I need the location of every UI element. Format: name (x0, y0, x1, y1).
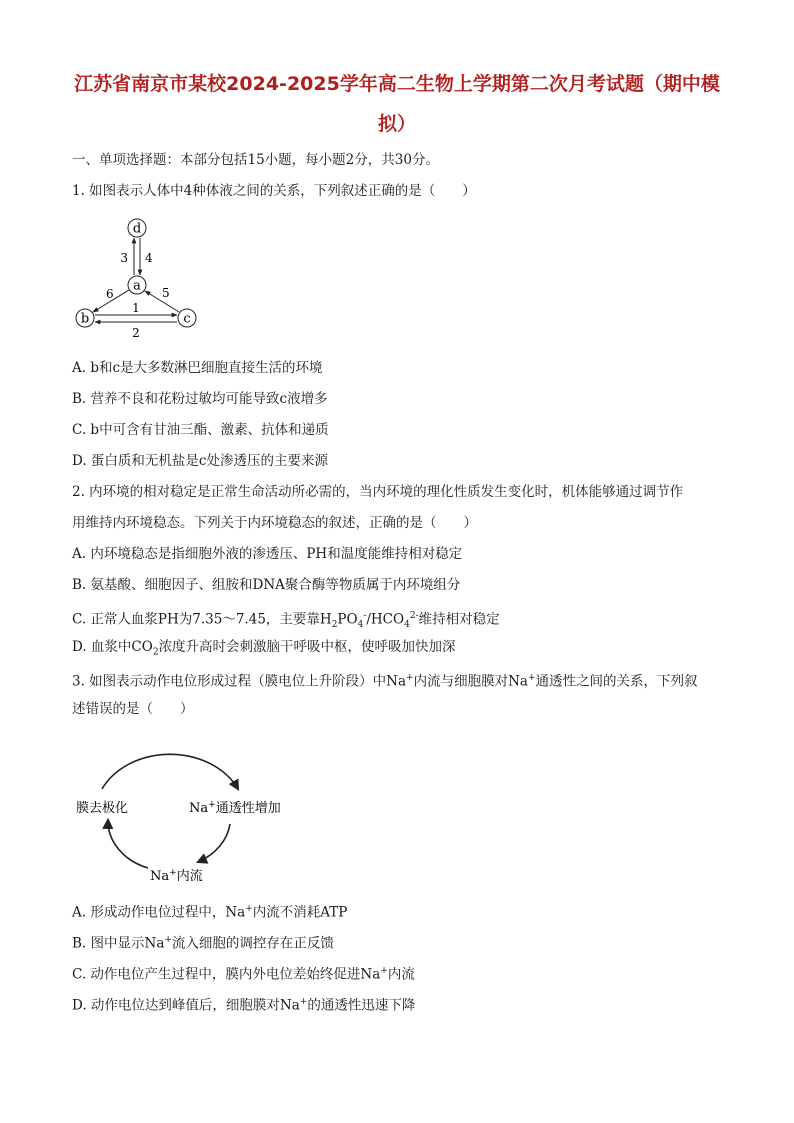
q3-option-a: A. 形成动作电位过程中，Na+内流不消耗ATP (72, 904, 348, 921)
q3-stem-line1: 3. 如图表示动作电位形成过程（膜电位上升阶段）中Na+内流与细胞膜对Na+通透性之间的关系，下列叙 (72, 673, 698, 690)
q2-option-b: B. 氨基酸、细胞因子、组胺和DNA聚合酶等物质属于内环境组分 (72, 577, 461, 593)
q3-option-b: B. 图中显示Na+流入细胞的调控存在正反馈 (72, 935, 334, 952)
q1-option-d: D. 蛋白质和无机盐是c处渗透压的主要来源 (72, 453, 328, 469)
node-d (128, 219, 146, 237)
label-4: 4 (145, 251, 153, 265)
q3-stem-line2: 述错误的是（ ） (72, 701, 194, 717)
q2-option-a: A. 内环境稳态是指细胞外液的渗透压、PH和温度能维持相对稳定 (72, 546, 463, 562)
node-c (178, 309, 196, 327)
node-b (76, 309, 94, 327)
cycle-arc-bottom-right (198, 824, 230, 862)
q1-option-a: A. b和c是大多数淋巴细胞直接生活的环境 (72, 360, 323, 376)
q3-option-c: C. 动作电位产生过程中，膜内外电位差始终促进Na+内流 (72, 966, 415, 983)
label-1: 1 (132, 301, 140, 315)
svg-text:a: a (133, 278, 141, 294)
svg-text:c: c (183, 311, 191, 327)
label-6: 6 (106, 287, 114, 301)
q2-option-d: D. 血浆中$CO_2$浓度升高时会刺激脑干呼吸中枢，使呼吸加快加深 (72, 639, 456, 658)
q2-stem-line1: 2. 内环境的相对稳定是正常生命活动所必需的，当内环境的理化性质发生变化时，机体能够通过调节作 (72, 484, 684, 500)
cycle-arc-bottom-left (108, 820, 148, 868)
svg-text:b: b (80, 311, 90, 327)
node-na-influx: Na+内流 (150, 868, 203, 884)
q1-body-fluid-diagram (70, 213, 205, 343)
exam-title: 江苏省南京市某校2024-2025学年高二生物上学期第二次月考试题（期中模拟） (74, 73, 720, 135)
q1-stem: 1. 如图表示人体中4种体液之间的关系，下列叙述正确的是（ ） (72, 183, 476, 199)
node-a (128, 276, 146, 294)
q1-option-c: C. b中可含有甘油三酯、激素、抗体和递质 (72, 422, 329, 438)
section-heading: 一、单项选择题：本部分包括15小题，每小题2分，共30分。 (72, 152, 439, 168)
label-5: 5 (162, 286, 170, 300)
label-2: 2 (132, 326, 140, 340)
q2-option-c: C. 正常人血浆PH为7.35～7.45，主要靠$H_2PO_4^-/HCO_4^{2-}$维持相对稳定 (72, 611, 500, 631)
cycle-arc-top (102, 754, 238, 789)
label-3: 3 (120, 251, 128, 265)
svg-text:d: d (132, 221, 142, 237)
q1-option-b: B. 营养不良和花粉过敏均可能导致c液增多 (72, 391, 328, 407)
q3-feedback-cycle-diagram (70, 732, 300, 892)
node-depolarization: 膜去极化 (76, 801, 129, 816)
q2-stem-line2: 用维持内环境稳态。下列关于内环境稳态的叙述，正确的是（ ） (72, 515, 477, 531)
node-na-permeability: Na+通透性增加 (189, 800, 281, 816)
q3-option-d: D. 动作电位达到峰值后，细胞膜对Na+的通透性迅速下降 (72, 997, 416, 1014)
